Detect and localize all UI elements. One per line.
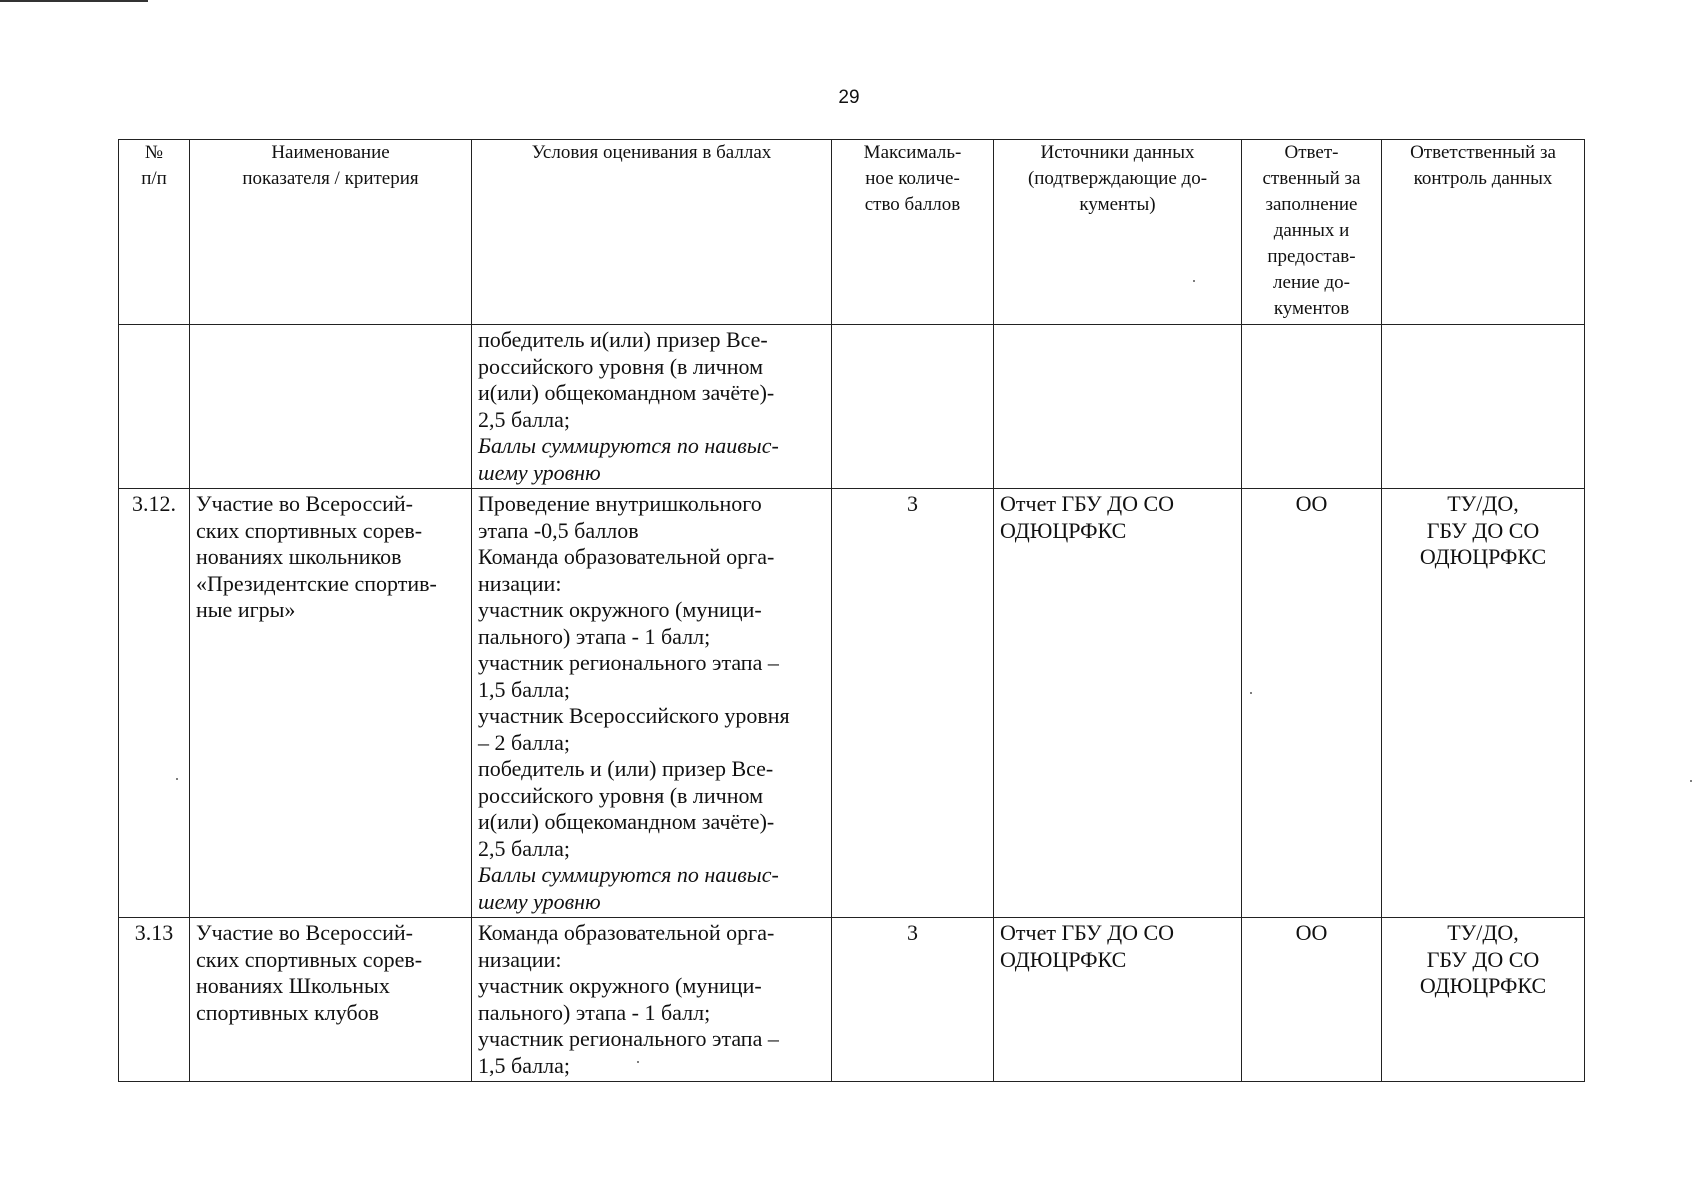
row-responsible-control: ТУ/ДО, ГБУ ДО СО ОДЮЦРФКС	[1382, 489, 1585, 918]
row-sources: Отчет ГБУ ДО СО ОДЮЦРФКС	[994, 918, 1242, 1082]
row-sources	[994, 325, 1242, 489]
row-max-points	[832, 325, 994, 489]
row-criterion: Участие во Всероссий- ских спортивных сорев- нованиях Школьных спортивных клубов	[190, 918, 472, 1082]
header-criterion: Наименование показателя / критерия	[190, 140, 472, 325]
table-header-row	[119, 140, 1585, 325]
row-responsible-control: ТУ/ДО, ГБУ ДО СО ОДЮЦРФКС	[1382, 918, 1585, 1082]
row-conditions-note: Баллы суммируются по наивыс- шему уровню	[478, 433, 779, 485]
table-row	[119, 325, 1585, 489]
row-conditions-text: победитель и(или) призер Все- российского уровня (в личном и(или) общекомандном зачёте)- 2,5 балла;	[478, 327, 775, 432]
table-row	[119, 489, 1585, 918]
scan-speck	[1250, 692, 1252, 694]
header-number: № п/п	[119, 140, 190, 325]
row-responsible-fill: ОО	[1242, 918, 1382, 1082]
row-conditions	[472, 489, 832, 918]
scan-speck	[1690, 780, 1692, 782]
criteria-table	[118, 139, 1585, 1082]
header-conditions: Условия оценивания в баллах	[472, 140, 832, 325]
table-row	[119, 918, 1585, 1082]
page-number: 29	[838, 87, 860, 108]
header-data-sources: Источники данных (подтверждающие до- кументы)	[994, 140, 1242, 325]
scan-speck	[176, 778, 178, 780]
row-responsible-fill	[1242, 325, 1382, 489]
header-responsible-fill: Ответ- ственный за заполнение данных и предостав- ление до- кументов	[1242, 140, 1382, 325]
row-number: 3.13	[119, 918, 190, 1082]
scan-artifact-line	[0, 0, 148, 2]
row-number	[119, 325, 190, 489]
row-criterion: Участие во Всероссий- ских спортивных сорев- нованиях школьников «Президентские спортив- ные игры»	[190, 489, 472, 918]
row-responsible-fill: ОО	[1242, 489, 1382, 918]
row-max-points: 3	[832, 489, 994, 918]
row-number: 3.12.	[119, 489, 190, 918]
row-conditions: Команда образовательной орга- низации: участник окружного (муници- пального) этапа - 1 балл; участник регионального этапа – 1,5 балла;	[472, 918, 832, 1082]
row-conditions-text: Проведение внутришкольного этапа -0,5 баллов Команда образовательной орга- низации: участник окружного (муници- пального) этапа - 1 балл; участник регионального этапа – 1,5 балла; участник Всероссийского уровня – 2 балла; победитель и (или) призер Все- российского уровня (в личном и(или) общекомандном зачёте)- 2,5 балла;	[478, 491, 790, 861]
row-sources: Отчет ГБУ ДО СО ОДЮЦРФКС	[994, 489, 1242, 918]
scan-speck	[637, 1061, 639, 1063]
scan-speck	[1193, 280, 1195, 282]
header-responsible-control: Ответственный за контроль данных	[1382, 140, 1585, 325]
row-criterion	[190, 325, 472, 489]
row-max-points: 3	[832, 918, 994, 1082]
row-responsible-control	[1382, 325, 1585, 489]
row-conditions	[472, 325, 832, 489]
row-conditions-note: Баллы суммируются по наивыс- шему уровню	[478, 862, 779, 914]
header-max-points: Максималь- ное количе- ство баллов	[832, 140, 994, 325]
